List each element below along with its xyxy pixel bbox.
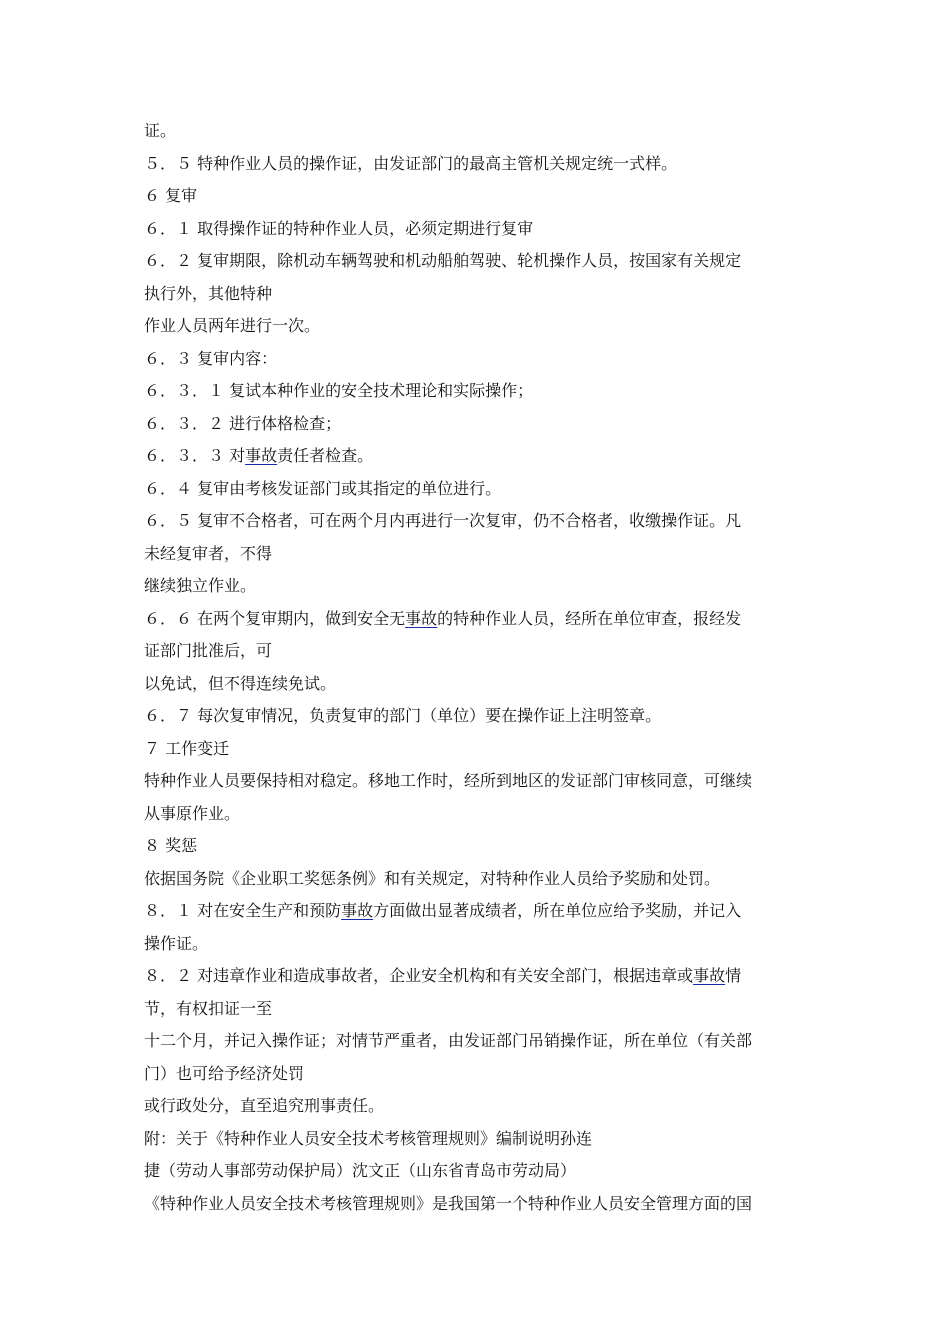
text-segment: 《特种作业人员安全技术考核管理规则》是我国第一个特种作业人员安全管理方面的国 <box>144 1193 753 1213</box>
text-segment: ８．２ 对违章作业和造成事故者，企业安全机构和有关安全部门，根据违章或 <box>144 966 694 985</box>
text-segment: 方面做出显著成绩者，所在单位应给予奖励，并记入 <box>373 901 742 920</box>
text-line <box>144 863 810 896</box>
text-line <box>144 408 810 441</box>
text-segment: 门）也可给予经济处罚 <box>144 1063 305 1083</box>
text-segment: 责任者检查。 <box>277 446 374 465</box>
text-line <box>144 1090 810 1123</box>
text-line <box>144 830 810 863</box>
text-line <box>144 635 810 668</box>
text-segment: ６．３．３ 对 <box>144 446 246 465</box>
text-segment: ７ 工作变迁 <box>144 738 230 758</box>
hyperlink[interactable]: 事故 <box>693 966 726 985</box>
text-line <box>144 570 810 603</box>
text-line <box>144 700 810 733</box>
text-segment: ６．５ 复审不合格者，可在两个月内再进行一次复审，仍不合格者，收缴操作证。凡 <box>144 511 742 530</box>
text-segment: ６．３．１ 复试本种作业的安全技术理论和实际操作； <box>144 381 534 400</box>
text-line <box>144 115 810 148</box>
text-line <box>144 733 810 766</box>
text-line <box>144 765 810 798</box>
text-line <box>144 278 810 311</box>
text-line <box>144 310 810 343</box>
text-segment: ６．２ 复审期限，除机动车辆驾驶和机动船舶驾驶、轮机操作人员，按国家有关规定 <box>144 251 742 270</box>
text-segment: ６．４ 复审由考核发证部门或其指定的单位进行。 <box>144 478 502 498</box>
document-body <box>144 115 810 1220</box>
text-segment: ８ 奖惩 <box>144 836 198 855</box>
text-line <box>144 1188 810 1221</box>
text-line <box>144 375 810 408</box>
text-segment: ６．６ 在两个复审期内，做到安全无 <box>144 608 406 628</box>
text-segment: 证部门批准后，可 <box>144 641 273 660</box>
text-segment: ６．３ 复审内容： <box>144 348 278 368</box>
text-segment: 十二个月，并记入操作证；对情节严重者，由发证部门吊销操作证，所在单位（有关部 <box>144 1031 753 1050</box>
text-segment: 捷（劳动人事部劳动保护局）沈文正（山东省青岛市劳动局） <box>144 1161 577 1180</box>
text-segment: 依据国务院《企业职工奖惩条例》和有关规定，对特种作业人员给予奖励和处罚。 <box>144 868 721 888</box>
text-segment: 附：关于《特种作业人员安全技术考核管理规则》编制说明孙连 <box>144 1128 593 1148</box>
text-line <box>144 895 810 928</box>
text-line <box>144 473 810 506</box>
text-line <box>144 538 810 571</box>
text-segment: 特种作业人员要保持相对稳定。移地工作时，经所到地区的发证部门审核同意，可继续 <box>144 771 753 790</box>
hyperlink[interactable]: 事故 <box>341 901 374 920</box>
text-segment: 证。 <box>144 121 177 140</box>
text-line <box>144 213 810 246</box>
text-line <box>144 1123 810 1156</box>
text-line <box>144 668 810 701</box>
text-segment: 或行政处分，直至追究刑事责任。 <box>144 1096 385 1115</box>
text-segment: ５．５ 特种作业人员的操作证，由发证部门的最高主管机关规定统一式样。 <box>144 153 678 173</box>
text-segment: 节，有权扣证一至 <box>144 998 273 1018</box>
text-segment: 继续独立作业。 <box>144 576 257 595</box>
text-segment: 未经复审者，不得 <box>144 543 273 563</box>
text-line <box>144 440 810 473</box>
text-segment: ６．３．２ 进行体格检查； <box>144 413 342 433</box>
text-segment: ８．１ 对在安全生产和预防 <box>144 901 342 920</box>
text-segment: 作业人员两年进行一次。 <box>144 316 321 335</box>
text-segment: ６．７ 每次复审情况，负责复审的部门（单位）要在操作证上注明签章。 <box>144 706 662 725</box>
text-segment: 情 <box>725 966 742 985</box>
text-line <box>144 1155 810 1188</box>
text-line <box>144 1058 810 1091</box>
text-line <box>144 603 810 636</box>
text-line <box>144 148 810 181</box>
text-line <box>144 798 810 831</box>
text-line <box>144 343 810 376</box>
text-segment: 的特种作业人员，经所在单位审查，报经发 <box>437 608 742 628</box>
text-segment: 操作证。 <box>144 933 209 953</box>
text-segment: ６ 复审 <box>144 186 198 205</box>
text-segment: 执行外，其他特种 <box>144 283 273 303</box>
hyperlink[interactable]: 事故 <box>245 446 278 465</box>
text-segment: ６．１ 取得操作证的特种作业人员，必须定期进行复审 <box>144 218 534 238</box>
hyperlink[interactable]: 事故 <box>405 608 438 628</box>
text-line <box>144 1025 810 1058</box>
text-line <box>144 180 810 213</box>
text-segment: 从事原作业。 <box>144 803 241 823</box>
text-line <box>144 505 810 538</box>
text-line <box>144 928 810 961</box>
text-line <box>144 245 810 278</box>
text-line <box>144 993 810 1026</box>
text-segment: 以免试，但不得连续免试。 <box>144 673 337 693</box>
text-line <box>144 960 810 993</box>
